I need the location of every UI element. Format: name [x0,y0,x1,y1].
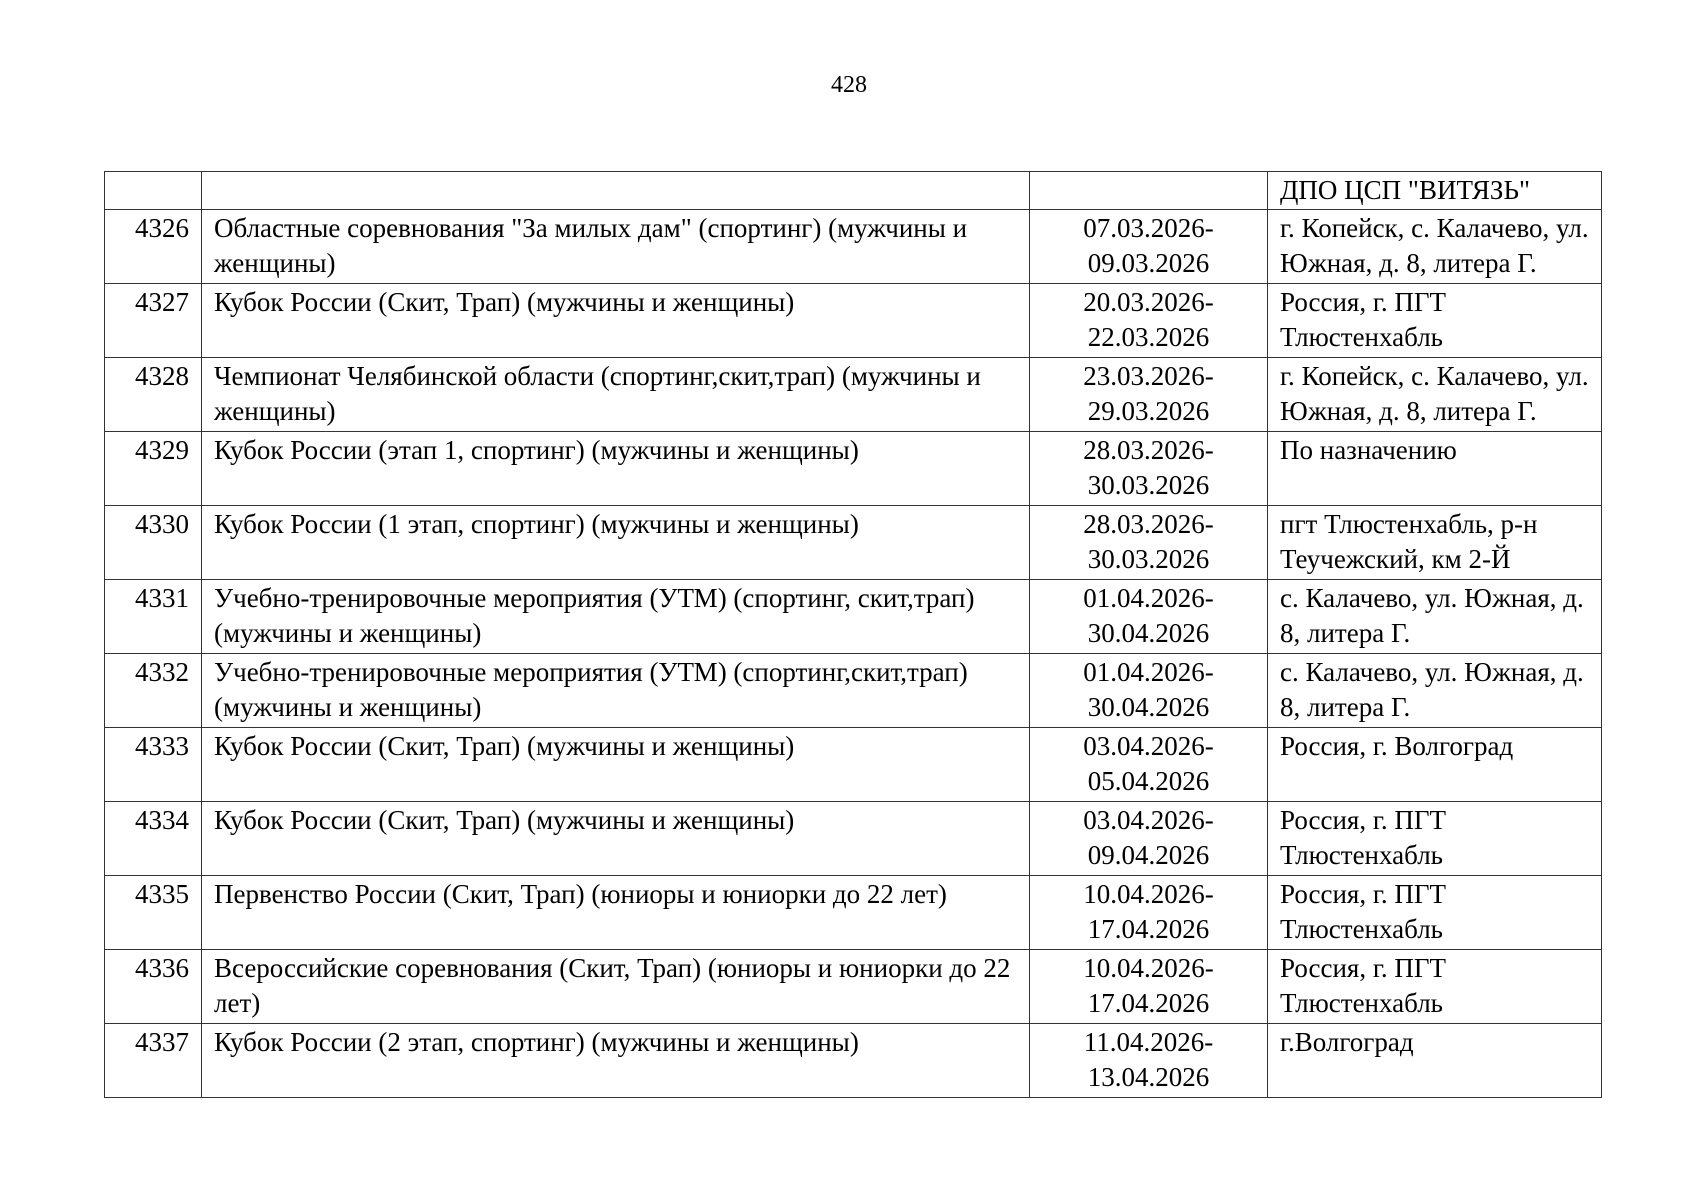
table-row [105,506,1602,580]
event-number: 4329 [105,432,202,506]
table-row [105,432,1602,506]
table-row [105,580,1602,654]
event-place: г.Волгоград [1268,1024,1602,1098]
event-name: Кубок России (Скит, Трап) (мужчины и женщины) [202,802,1030,876]
table-row [105,358,1602,432]
event-name: Чемпионат Челябинской области (спортинг,скит,трап) (мужчины и женщины) [202,358,1030,432]
event-name: Кубок России (1 этап, спортинг) (мужчины и женщины) [202,506,1030,580]
event-name: Учебно-тренировочные мероприятия (УТМ) (спортинг, скит,трап) (мужчины и женщины) [202,580,1030,654]
event-dates: 20.03.2026-22.03.2026 [1030,284,1268,358]
event-place: с. Калачево, ул. Южная, д. 8, литера Г. [1268,580,1602,654]
event-place: пгт Тлюстенхабль, р-н Теучежский, км 2-Й [1268,506,1602,580]
event-number: 4328 [105,358,202,432]
event-name: Первенство России (Скит, Трап) (юниоры и юниорки до 22 лет) [202,876,1030,950]
event-dates: 10.04.2026-17.04.2026 [1030,876,1268,950]
event-name: Кубок России (Скит, Трап) (мужчины и женщины) [202,284,1030,358]
event-number: 4327 [105,284,202,358]
table-row [105,654,1602,728]
event-number: 4336 [105,950,202,1024]
event-place: с. Калачево, ул. Южная, д. 8, литера Г. [1268,654,1602,728]
page-number: 428 [831,72,867,98]
event-place: ДПО ЦСП "ВИТЯЗЬ" [1268,172,1602,210]
table-row [105,728,1602,802]
continued-row [105,172,1602,210]
table-row [105,210,1602,284]
event-name: Всероссийские соревнования (Скит, Трап) (юниоры и юниорки до 22 лет) [202,950,1030,1024]
event-dates: 03.04.2026-09.04.2026 [1030,802,1268,876]
event-dates: 28.03.2026-30.03.2026 [1030,506,1268,580]
event-dates: 11.04.2026-13.04.2026 [1030,1024,1268,1098]
event-number: 4334 [105,802,202,876]
event-name: Кубок России (Скит, Трап) (мужчины и женщины) [202,728,1030,802]
event-number: 4337 [105,1024,202,1098]
event-number [105,172,202,210]
event-place: Россия, г. ПГТ Тлюстенхабль [1268,802,1602,876]
table-row [105,284,1602,358]
event-name: Областные соревнования "За милых дам" (спортинг) (мужчины и женщины) [202,210,1030,284]
event-place: По назначению [1268,432,1602,506]
event-dates: 01.04.2026-30.04.2026 [1030,580,1268,654]
events-table-body [105,172,1602,1098]
event-place: Россия, г. ПГТ Тлюстенхабль [1268,876,1602,950]
event-number: 4330 [105,506,202,580]
table-row [105,876,1602,950]
event-place: г. Копейск, с. Калачево, ул. Южная, д. 8, литера Г. [1268,358,1602,432]
table-row [105,950,1602,1024]
event-place: Россия, г. ПГТ Тлюстенхабль [1268,950,1602,1024]
event-number: 4326 [105,210,202,284]
event-dates: 07.03.2026-09.03.2026 [1030,210,1268,284]
event-dates: 03.04.2026-05.04.2026 [1030,728,1268,802]
event-place: г. Копейск, с. Калачево, ул. Южная, д. 8, литера Г. [1268,210,1602,284]
event-name: Кубок России (этап 1, спортинг) (мужчины и женщины) [202,432,1030,506]
table-row [105,802,1602,876]
event-name [202,172,1030,210]
event-dates: 10.04.2026-17.04.2026 [1030,950,1268,1024]
event-place: Россия, г. Волгоград [1268,728,1602,802]
event-number: 4333 [105,728,202,802]
event-dates [1030,172,1268,210]
event-dates: 28.03.2026-30.03.2026 [1030,432,1268,506]
event-number: 4331 [105,580,202,654]
event-number: 4332 [105,654,202,728]
event-dates: 01.04.2026-30.04.2026 [1030,654,1268,728]
event-name: Учебно-тренировочные мероприятия (УТМ) (спортинг,скит,трап) (мужчины и женщины) [202,654,1030,728]
event-place: Россия, г. ПГТ Тлюстенхабль [1268,284,1602,358]
event-dates: 23.03.2026-29.03.2026 [1030,358,1268,432]
event-number: 4335 [105,876,202,950]
table-row [105,1024,1602,1098]
events-table [104,171,1602,1098]
event-name: Кубок России (2 этап, спортинг) (мужчины и женщины) [202,1024,1030,1098]
